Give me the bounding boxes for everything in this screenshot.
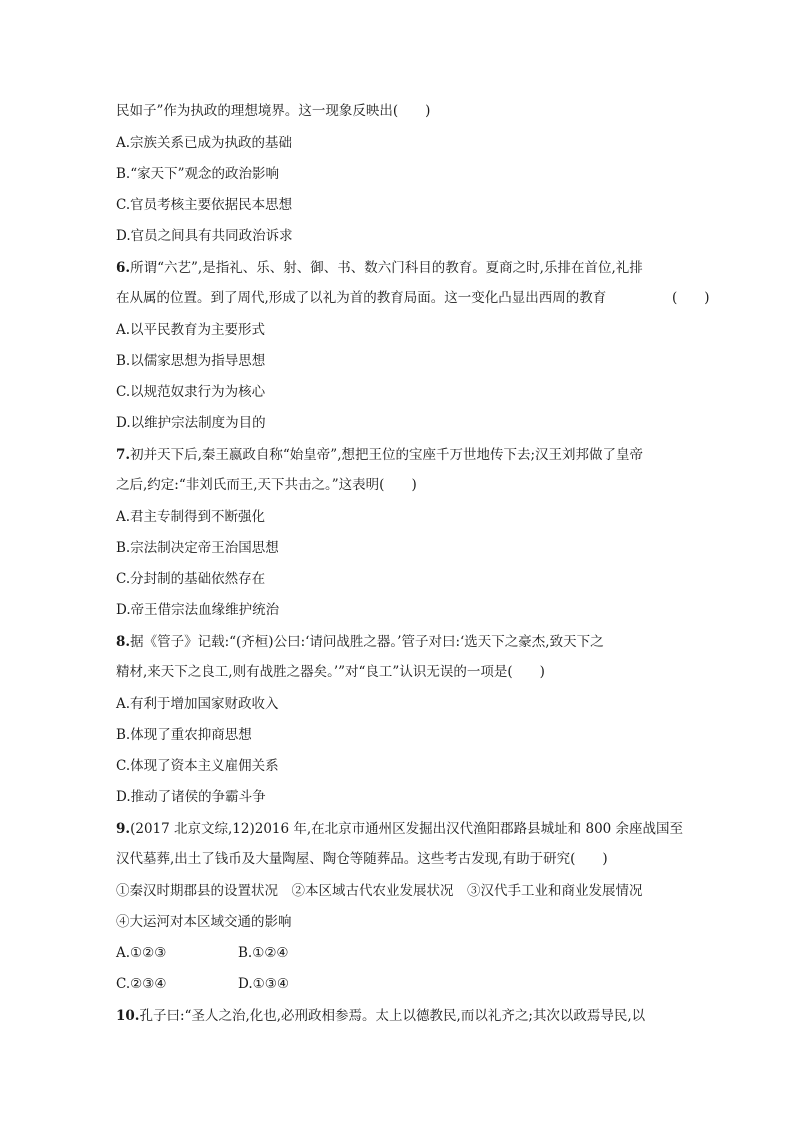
q5-option-a: A.宗族关系已成为执政的基础 bbox=[116, 135, 293, 151]
q8-option-a: A.有利于增加国家财政收入 bbox=[116, 696, 279, 712]
q6-stem-text2: 在从属的位置。到了周代,形成了以礼为首的教育局面。这一变化凸显出西周的教育 bbox=[116, 290, 607, 306]
q5-option-c: C.官员考核主要依据民本思想 bbox=[116, 197, 293, 213]
q8-option-c: C.体现了资本主义雇佣关系 bbox=[116, 758, 279, 774]
q7-option-b: B.宗法制决定帝王治国思想 bbox=[116, 540, 279, 556]
q7-stem-line2: 之后,约定:“非刘氏而王,天下共击之。”这表明( ) bbox=[116, 477, 417, 493]
q7-number: 7. bbox=[116, 447, 131, 463]
q5-option-d: D.官员之间具有共同政治诉求 bbox=[116, 228, 293, 244]
q9-options-row2 bbox=[116, 974, 289, 994]
q9-option-a: A.①②③ bbox=[116, 945, 167, 961]
q6-option-b: B.以儒家思想为指导思想 bbox=[116, 353, 266, 369]
q9-options-row1 bbox=[116, 943, 289, 963]
q5-stem-tail: 民如子”作为执政的理想境界。这一现象反映出( ) bbox=[116, 103, 431, 119]
q7-option-d: D.帝王借宗法血缘维护统治 bbox=[116, 602, 280, 618]
q5-option-b: B.“家天下”观念的政治影响 bbox=[116, 166, 280, 182]
q7-stem-line1 bbox=[116, 445, 643, 465]
q9-number: 9. bbox=[116, 821, 131, 837]
q10-stem-line1 bbox=[116, 1006, 645, 1026]
q9-stem-line1 bbox=[116, 819, 683, 839]
q7-stem-text1: 初并天下后,秦王嬴政自称“始皇帝”,想把王位的宝座千万世地传下去;汉王刘邦做了皇帝 bbox=[130, 447, 644, 463]
q9-option-d: D.①③④ bbox=[238, 976, 289, 992]
q8-option-b: B.体现了重农抑商思想 bbox=[116, 727, 252, 743]
q6-answer-bracket: ( ) bbox=[672, 290, 710, 306]
q8-stem-line1 bbox=[116, 632, 604, 652]
q6-stem-line1 bbox=[116, 258, 643, 278]
q9-option-c: C.②③④ bbox=[116, 976, 167, 992]
q6-stem-line2 bbox=[116, 288, 606, 308]
q6-stem-text1: 所谓“六艺”,是指礼、乐、射、御、书、数六门科目的教育。夏商之时,乐排在首位,礼排 bbox=[130, 260, 643, 276]
q8-stem-text1: 据《管子》记载:“(齐桓)公曰:‘请问战胜之器。’管子对曰:‘选天下之豪杰,致天下之 bbox=[130, 634, 604, 650]
q9-stem-line3: ①秦汉时期郡县的设置状况 ②本区域古代农业发展状况 ③汉代手工业和商业发展情况 bbox=[116, 883, 643, 899]
q6-option-a: A.以平民教育为主要形式 bbox=[116, 322, 266, 338]
q8-number: 8. bbox=[116, 634, 131, 650]
q8-stem-line2: 精材,来天下之良工,则有战胜之器矣。’”对“良工”认识无误的一项是( ) bbox=[116, 664, 545, 680]
q7-option-a: A.君主专制得到不断强化 bbox=[116, 509, 266, 525]
q7-option-c: C.分封制的基础依然存在 bbox=[116, 571, 266, 587]
q8-option-d: D.推动了诸侯的争霸斗争 bbox=[116, 789, 266, 805]
q6-number: 6. bbox=[116, 260, 131, 276]
q6-option-c: C.以规范奴隶行为为核心 bbox=[116, 384, 266, 400]
q9-stem-text1: (2017 北京文综,12)2016 年,在北京市通州区发掘出汉代渔阳郡路县城址和 800 余座战国至 bbox=[130, 821, 684, 837]
q9-stem-line2: 汉代墓葬,出土了钱币及大量陶屋、陶仓等随葬品。这些考古发现,有助于研究( ) bbox=[116, 851, 608, 867]
q6-option-d: D.以维护宗法制度为目的 bbox=[116, 415, 266, 431]
q10-stem-text1: 孔子曰:“圣人之治,化也,必刑政相参焉。太上以德教民,而以礼齐之;其次以政焉导民,以 bbox=[139, 1008, 646, 1024]
q9-stem-line4: ④大运河对本区域交通的影响 bbox=[116, 914, 292, 930]
q10-number: 10. bbox=[116, 1008, 140, 1024]
q9-option-b: B.①②④ bbox=[238, 945, 289, 961]
